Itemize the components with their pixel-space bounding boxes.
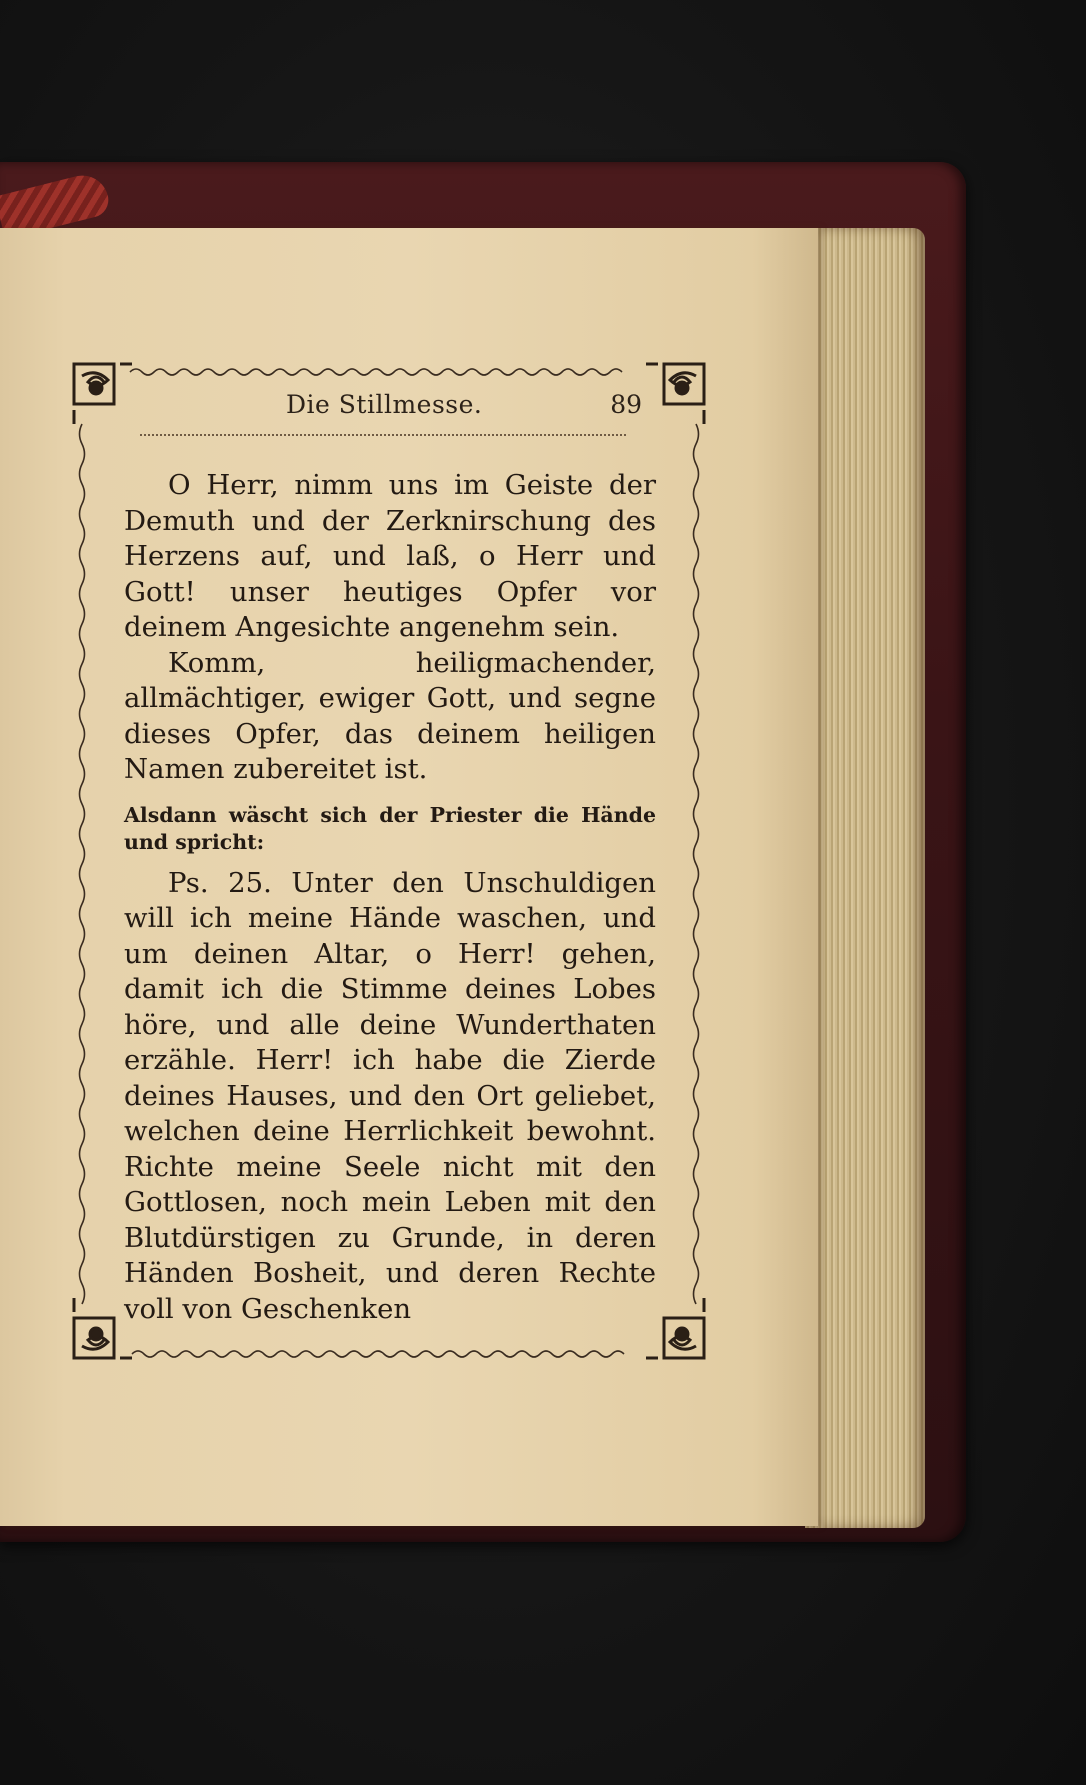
- page-number: 89: [610, 390, 642, 419]
- paragraph-psalm: Ps. 25. Unter den Unschuldigen will ich meine Hände waschen, und um deinen Altar, o Herr! gehen, damit ich die Stimme deines Lobes höre, und alle deine Wunderthaten erzähle. Herr! ich habe die Zierde deines Hauses, und den Ort geliebet, welchen deine Herrlichkeit bewohnt. Richte meine Seele nicht mit den Gottlosen, noch mein Leben mit den Blutdürstigen zu Grunde, in deren Händen Bosheit, und deren Rechte voll von Geschenken: [124, 866, 656, 1325]
- header-divider: [140, 434, 626, 436]
- paragraph-prayer: O Herr, nimm uns im Geiste der Demuth und der Zerknirschung des Herzens auf, und laß, o Herr und Gott! unser heutiges Opfer vor deinem Angesichte angenehm sein.: [124, 469, 656, 643]
- page-edges: [805, 228, 925, 1528]
- rubric-instruction: Alsdann wäscht sich der Priester die Hände und spricht:: [124, 802, 656, 854]
- running-title: Die Stillmesse.: [286, 390, 483, 419]
- corner-ornament-top-left: [74, 364, 132, 424]
- page-text: [124, 468, 656, 1327]
- page-header: [130, 388, 660, 430]
- paragraph-invocation: Komm, heiligmachender, allmächtiger, ewiger Gott, und segne dieses Opfer, das deinem heiligen Namen zubereitet ist.: [124, 646, 656, 785]
